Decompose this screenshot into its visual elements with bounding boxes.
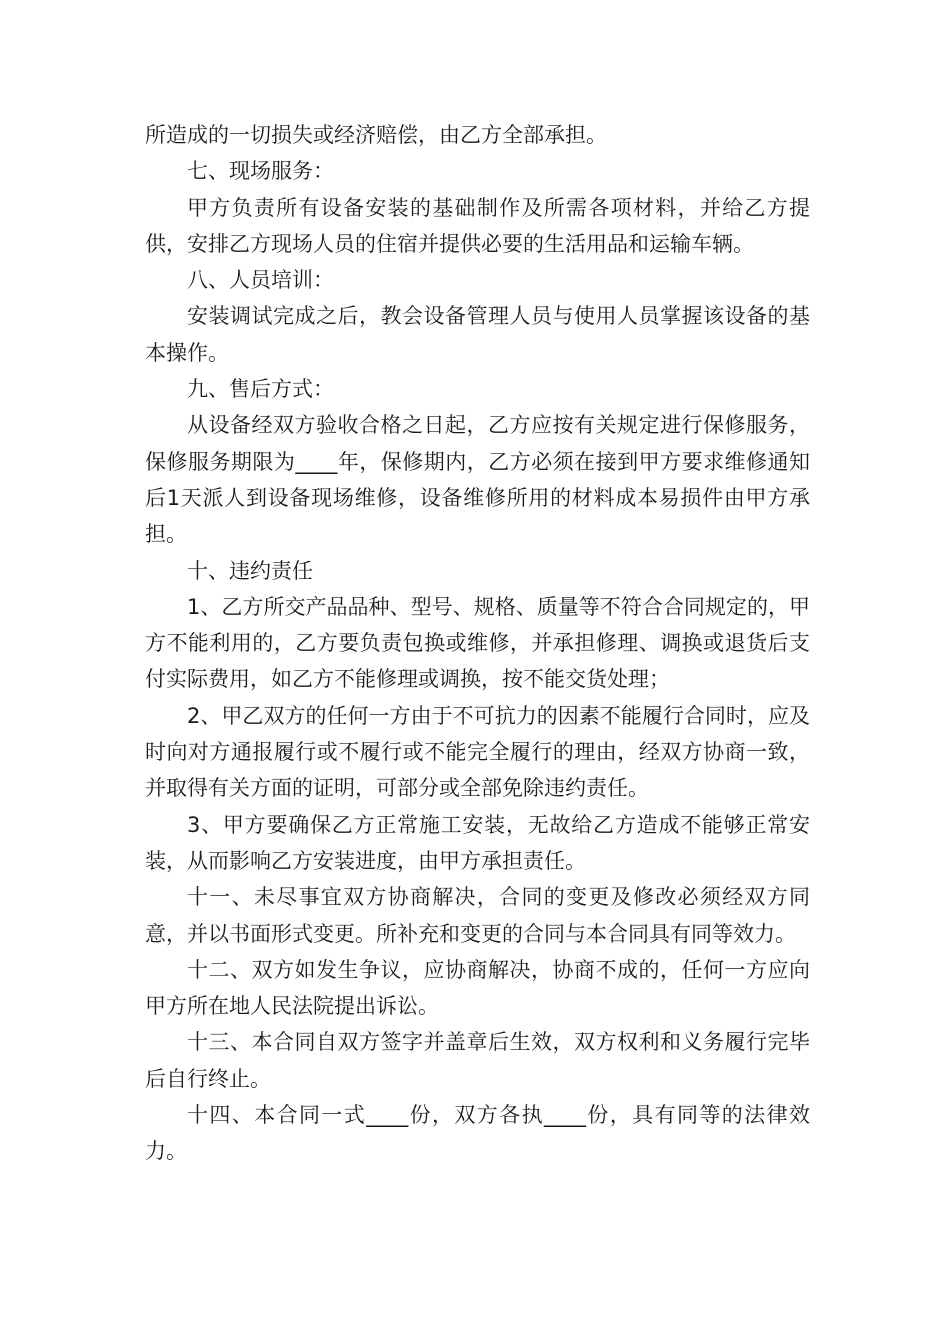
paragraph-clause-12: 十二、双方如发生争议，应协商解决，协商不成的，任何一方应向甲方所在地人民法院提出诉讼。 bbox=[145, 957, 810, 1019]
section-heading-onsite-service: 七、现场服务： bbox=[187, 159, 334, 184]
paragraph-clause-13: 十三、本合同自双方签字并盖章后生效，双方权利和义务履行完毕后自行终止。 bbox=[145, 1030, 810, 1091]
paragraph-breach-item-2: 2、甲乙双方的任何一方由于不可抗力的因素不能履行合同时，应及时向对方通报履行或不履行或不能完全履行的理由，经双方协商一致，并取得有关方面的证明，可部分或全部免除违约责任。 bbox=[145, 703, 810, 801]
paragraph-clause-11: 十一、未尽事宜双方协商解决，合同的变更及修改必须经双方同意，并以书面形式变更。所补充和变更的合同与本合同具有同等效力。 bbox=[145, 885, 810, 946]
paragraph-after-sales: 从设备经双方验收合格之日起，乙方应按有关规定进行保修服务，保修服务期限为____年，保修期内，乙方必须在接到甲方要求维修通知后1天派人到设备现场维修，设备维修所用的材料成本易损件由甲方承担。 bbox=[145, 413, 810, 547]
paragraph-continuation: 所造成的一切损失或经济赔偿，由乙方全部承担。 bbox=[145, 123, 607, 147]
section-heading-after-sales: 九、售后方式： bbox=[187, 377, 334, 402]
document-body bbox=[145, 117, 810, 1170]
paragraph-training: 安装调试完成之后，教会设备管理人员与使用人员掌握该设备的基本操作。 bbox=[145, 304, 810, 365]
paragraph-breach-item-3: 3、甲方要确保乙方正常施工安装，无故给乙方造成不能够正常安装，从而影响乙方安装进度，由甲方承担责任。 bbox=[145, 812, 810, 873]
section-heading-breach-liability: 十、违约责任 bbox=[187, 558, 313, 583]
paragraph-onsite-service: 甲方负责所有设备安装的基础制作及所需各项材料，并给乙方提供，安排乙方现场人员的住宿并提供必要的生活用品和运输车辆。 bbox=[145, 195, 810, 256]
paragraph-breach-item-1: 1、乙方所交产品品种、型号、规格、质量等不符合合同规定的，甲方不能利用的，乙方要负责包换或维修，并承担修理、调换或退货后支付实际费用，如乙方不能修理或调换，按不能交货处理； bbox=[145, 594, 810, 692]
paragraph-clause-14: 十四、本合同一式____份，双方各执____份，具有同等的法律效力。 bbox=[145, 1103, 810, 1164]
section-heading-training: 八、人员培训： bbox=[187, 268, 334, 293]
